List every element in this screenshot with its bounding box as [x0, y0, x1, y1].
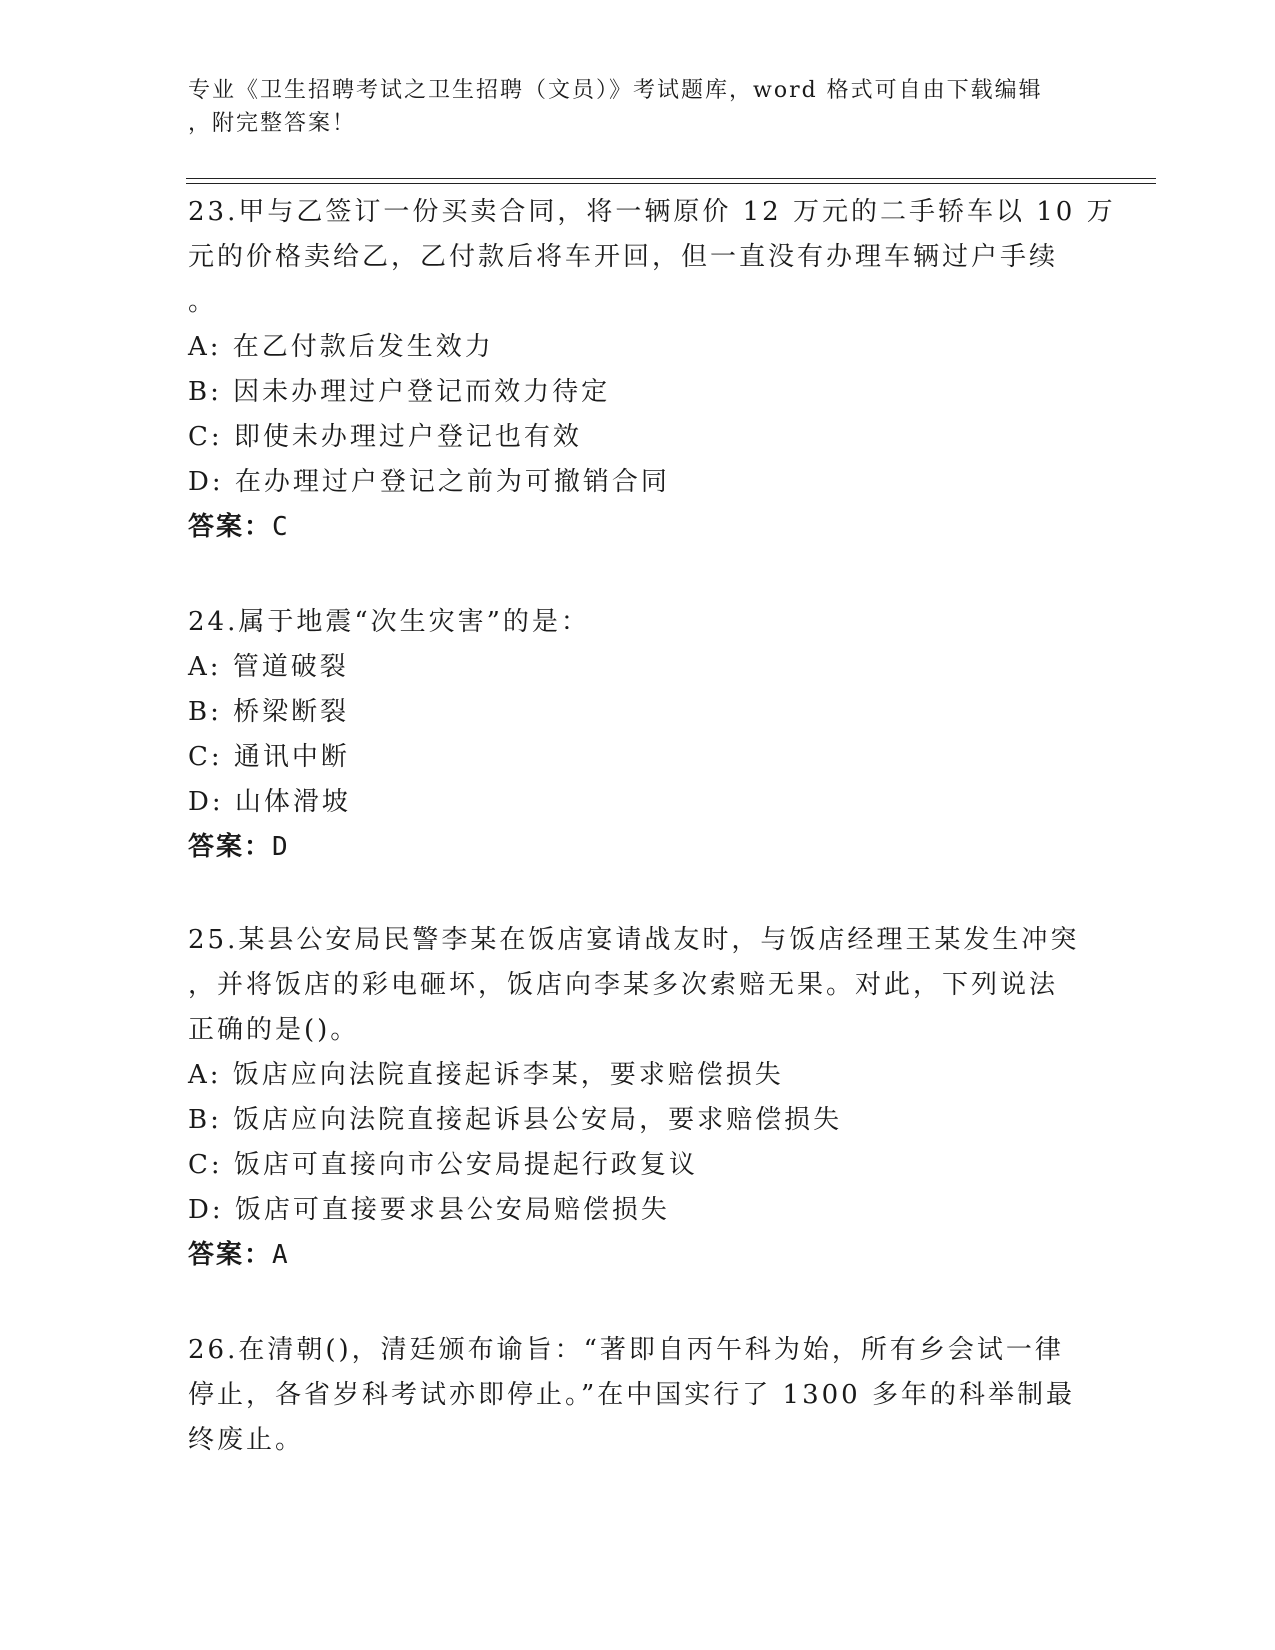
answer-label: 答案：	[188, 832, 273, 862]
question-24	[188, 600, 1088, 870]
question-stem-line: 24.属于地震“次生灾害”的是：	[188, 607, 590, 637]
question-26	[188, 1328, 1088, 1463]
question-stem-line: 元的价格卖给乙，乙付款后将车开回，但一直没有办理车辆过户手续	[188, 242, 1059, 272]
option-d: D: 饭店可直接要求县公安局赔偿损失	[188, 1195, 670, 1225]
header-line-2: ，附完整答案！	[188, 111, 357, 136]
answer-label: 答案：	[188, 512, 273, 542]
option-c: C: 即使未办理过户登记也有效	[188, 422, 582, 452]
answer-value: C	[272, 512, 290, 542]
question-stem-line: 23.甲与乙签订一份买卖合同，将一辆原价 12 万元的二手轿车以 10 万	[188, 197, 1116, 227]
answer-value: A	[272, 1240, 290, 1270]
option-a: A: 在乙付款后发生效力	[188, 332, 494, 362]
question-stem-line: 26.在清朝()，清廷颁布谕旨：“著即自丙午科为始，所有乡会试一律	[188, 1335, 1064, 1365]
answer-line	[188, 505, 1088, 550]
question-stem-line: 正确的是()。	[188, 1015, 360, 1045]
answer-value: D	[272, 832, 290, 862]
question-stem-line: 停止，各省岁科考试亦即停止。”在中国实行了 1300 多年的科举制最	[188, 1380, 1075, 1410]
question-stem-line: 。	[188, 287, 218, 317]
option-c: C: 通讯中断	[188, 742, 350, 772]
option-d: D: 在办理过户登记之前为可撤销合同	[188, 467, 670, 497]
option-c: C: 饭店可直接向市公安局提起行政复议	[188, 1150, 698, 1180]
option-b: B: 桥梁断裂	[188, 697, 350, 727]
question-stem-line: ，并将饭店的彩电砸坏，饭店向李某多次索赔无果。对此，下列说法	[188, 970, 1059, 1000]
header-line-1: 专业《卫生招聘考试之卫生招聘（文员）》考试题库，word 格式可自由下载编辑	[188, 78, 1043, 103]
option-d: D: 山体滑坡	[188, 787, 351, 817]
option-a: A: 管道破裂	[188, 652, 349, 682]
document-header	[188, 74, 1068, 140]
header-divider-top	[186, 178, 1156, 179]
question-stem-line: 终废止。	[188, 1425, 305, 1455]
question-25	[188, 918, 1088, 1278]
answer-line	[188, 1233, 1088, 1278]
option-a: A: 饭店应向法院直接起诉李某，要求赔偿损失	[188, 1060, 784, 1090]
option-b: B: 因未办理过户登记而效力待定	[188, 377, 611, 407]
answer-line	[188, 825, 1088, 870]
question-23	[188, 190, 1116, 550]
option-b: B: 饭店应向法院直接起诉县公安局，要求赔偿损失	[188, 1105, 843, 1135]
answer-label: 答案：	[188, 1240, 273, 1270]
header-divider-bottom	[186, 183, 1156, 184]
question-stem-line: 25.某县公安局民警李某在饭店宴请战友时，与饭店经理王某发生冲突	[188, 925, 1080, 955]
